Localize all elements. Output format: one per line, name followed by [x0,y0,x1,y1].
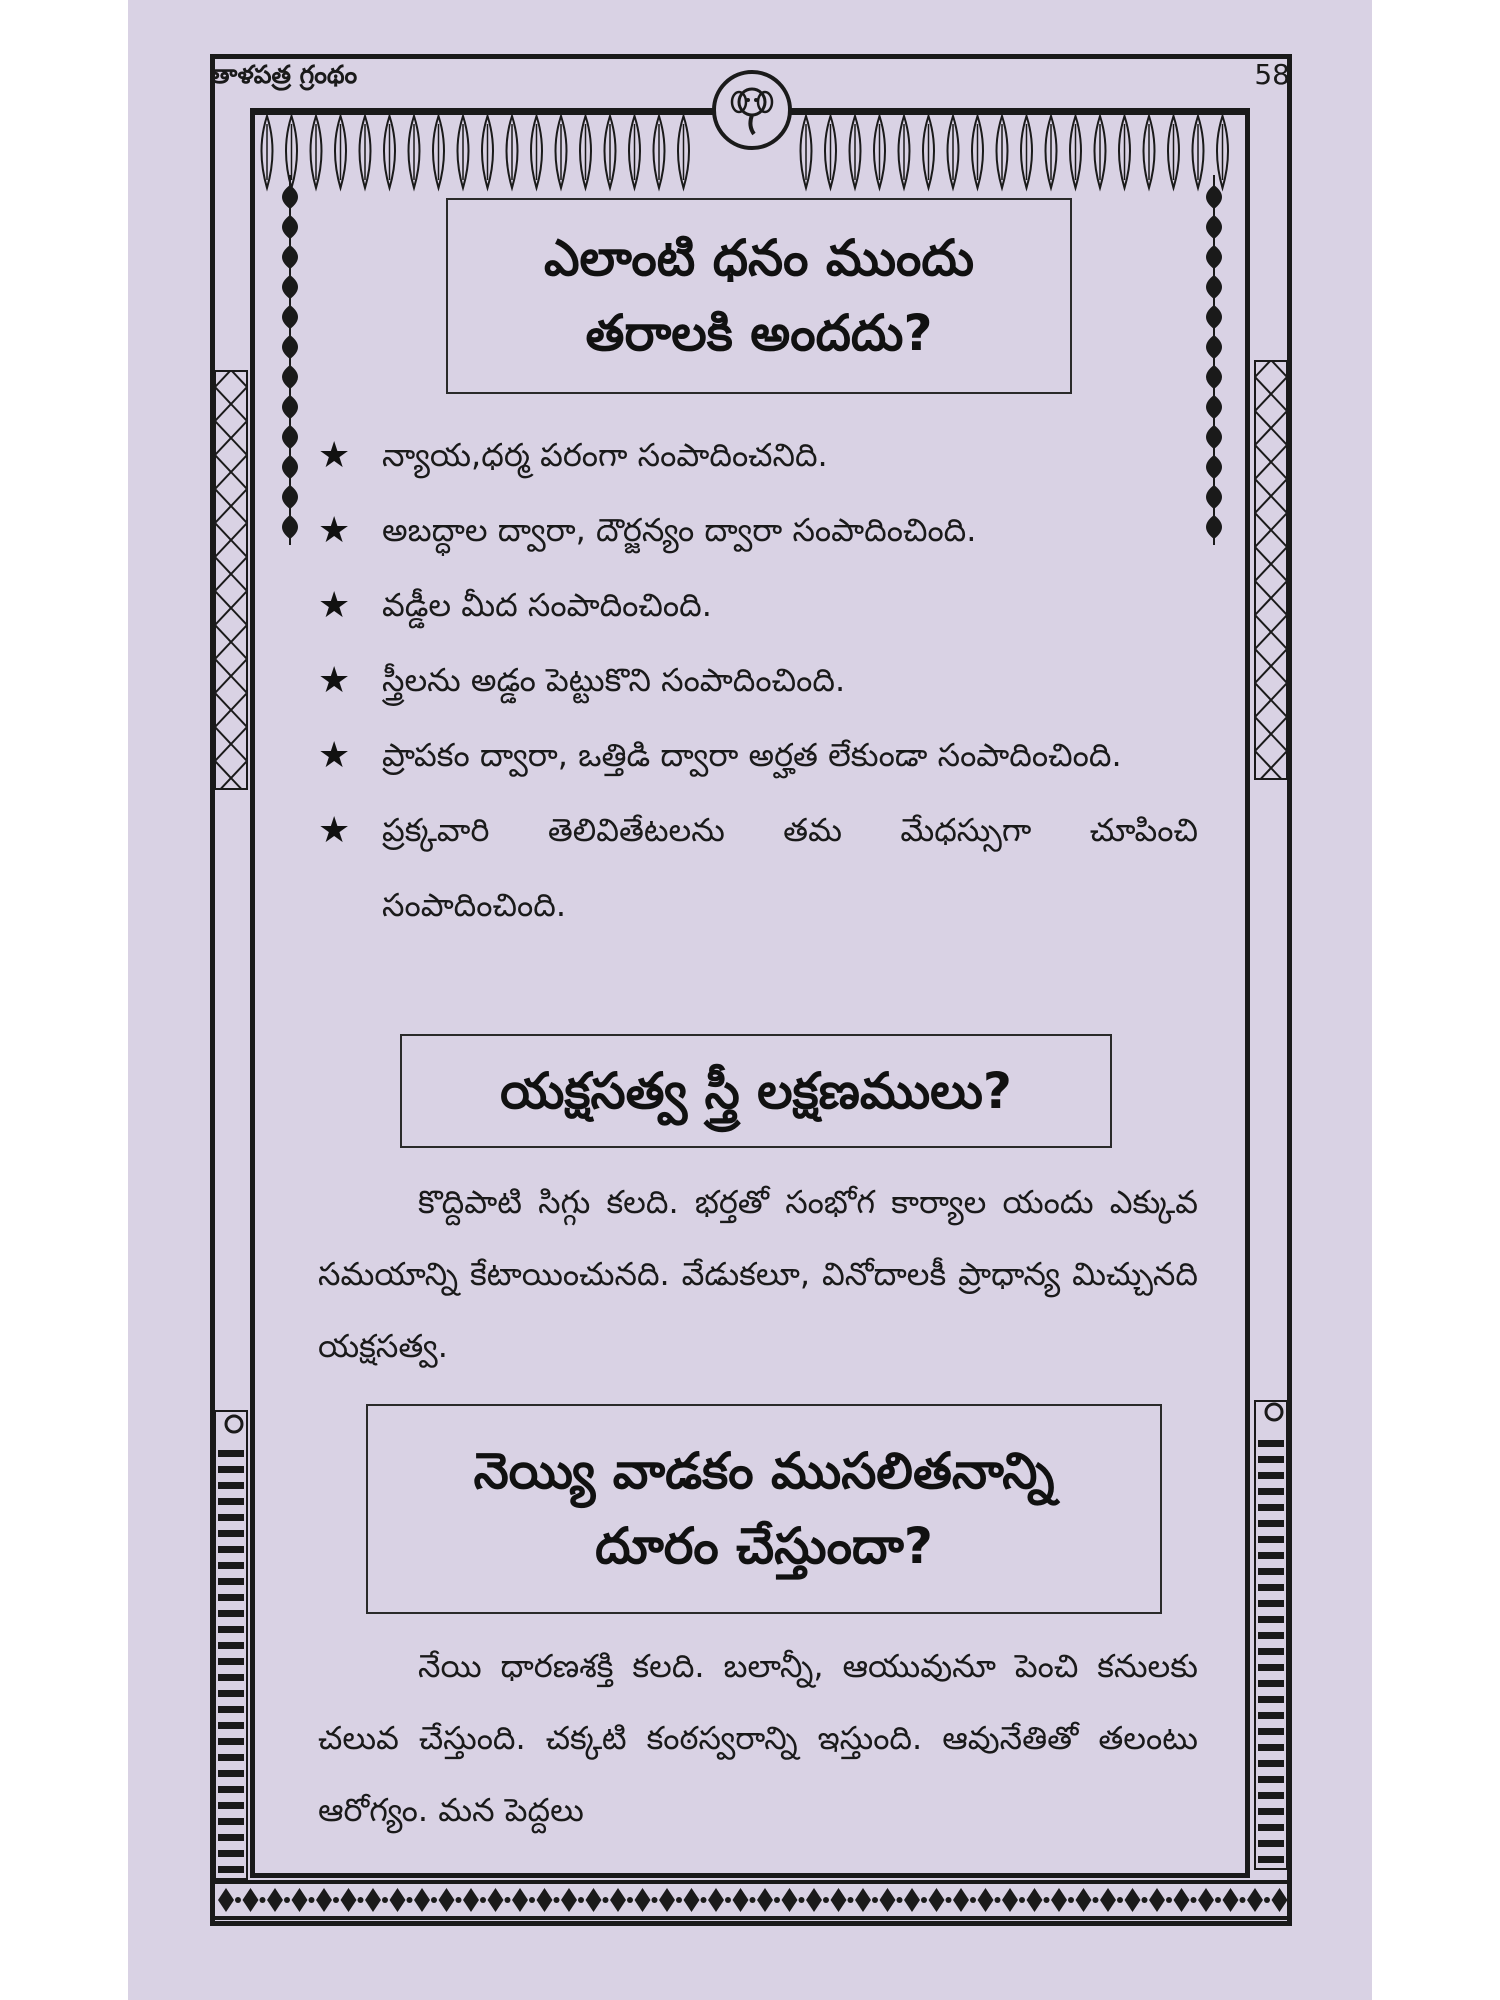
section-3-paragraph: నేయి ధారణశక్తి కలది. బలాన్నీ, ఆయువునూ పెంచి కనులకు చలువ చేస్తుంది. చక్కటి కంఠస్వరాన్ని ఇస్తుంది. ఆవునేతితో తలంటు ఆరోగ్యం. మన పెద్దలు [318,1647,1198,1829]
right-spade-vine [1192,175,1236,545]
ganesha-icon [712,70,792,150]
bullet-item [318,568,1198,643]
right-scroll-icon [1262,1400,1286,1424]
bullet-text: స్త్రీలను అడ్డం పెట్టుకొని సంపాదించింది. [382,661,846,699]
star-bullet-icon: ★ [318,735,351,776]
section-2-title-box [400,1034,1112,1148]
bullet-text: అబద్ధాల ద్వారా, దౌర్జన్యం ద్వారా సంపాదించింది. [382,511,977,549]
bullet-item [318,718,1198,793]
star-bullet-icon: ★ [318,660,351,701]
left-diamond-band [214,370,248,790]
bottom-ornament-band [214,1878,1288,1922]
left-scroll-icon [222,1412,246,1436]
section-3-title-line-1: నెయ్యి వాడకం ముసలితనాన్ని [473,1442,1055,1500]
book-title: తాళపత్ర గ్రంథం [210,60,358,89]
bullet-text: న్యాయ,ధర్మ పరంగా సంపాదించనిది. [382,436,828,474]
star-bullet-icon: ★ [318,435,351,476]
bullet-text: ప్రక్కవారి తెలివితేటలను తమ మేధస్సుగా చూపించి సంపాదించింది. [382,811,1198,924]
bullet-item [318,493,1198,568]
bullet-item [318,793,1198,943]
section-1-title-line-1: ఎలాంటి ధనం ముందు [543,229,974,287]
section-3-title-box [366,1404,1162,1614]
section-3-title-line-2: దూరం చేస్తుందా? [595,1517,933,1575]
section-2-title-line-1: యక్షసత్వ స్త్రీ లక్షణములు? [500,1061,1012,1120]
right-diamond-band [1254,360,1288,780]
star-bullet-icon: ★ [318,810,351,851]
section-1-title-line-2: తరాలకి అందదు? [585,304,933,362]
bullet-item [318,418,1198,493]
page-number: 58 [1254,58,1290,91]
section-1-title-box [446,198,1072,394]
star-bullet-icon: ★ [318,510,351,551]
bullet-item [318,643,1198,718]
bullet-text: ప్రాపకం ద్వారా, ఒత్తిడి ద్వారా అర్హత లేకుండా సంపాదించింది. [382,736,1122,774]
left-ladder-band [214,1410,248,1880]
bullet-text: వడ్డీల మీద సంపాదించింది. [382,586,712,624]
star-bullet-icon: ★ [318,585,351,626]
section-1-bullet-list [318,418,1198,943]
right-ladder-band [1254,1400,1288,1870]
left-spade-vine [268,175,312,545]
section-2-paragraph: కొద్దిపాటి సిగ్గు కలది. భర్తతో సంభోగ కార్యాల యందు ఎక్కువ సమయాన్ని కేటాయించునది. వేడుకలూ, వినోదాలకీ ప్రాధాన్య మిచ్చునది యక్షసత్వ. [318,1183,1198,1365]
